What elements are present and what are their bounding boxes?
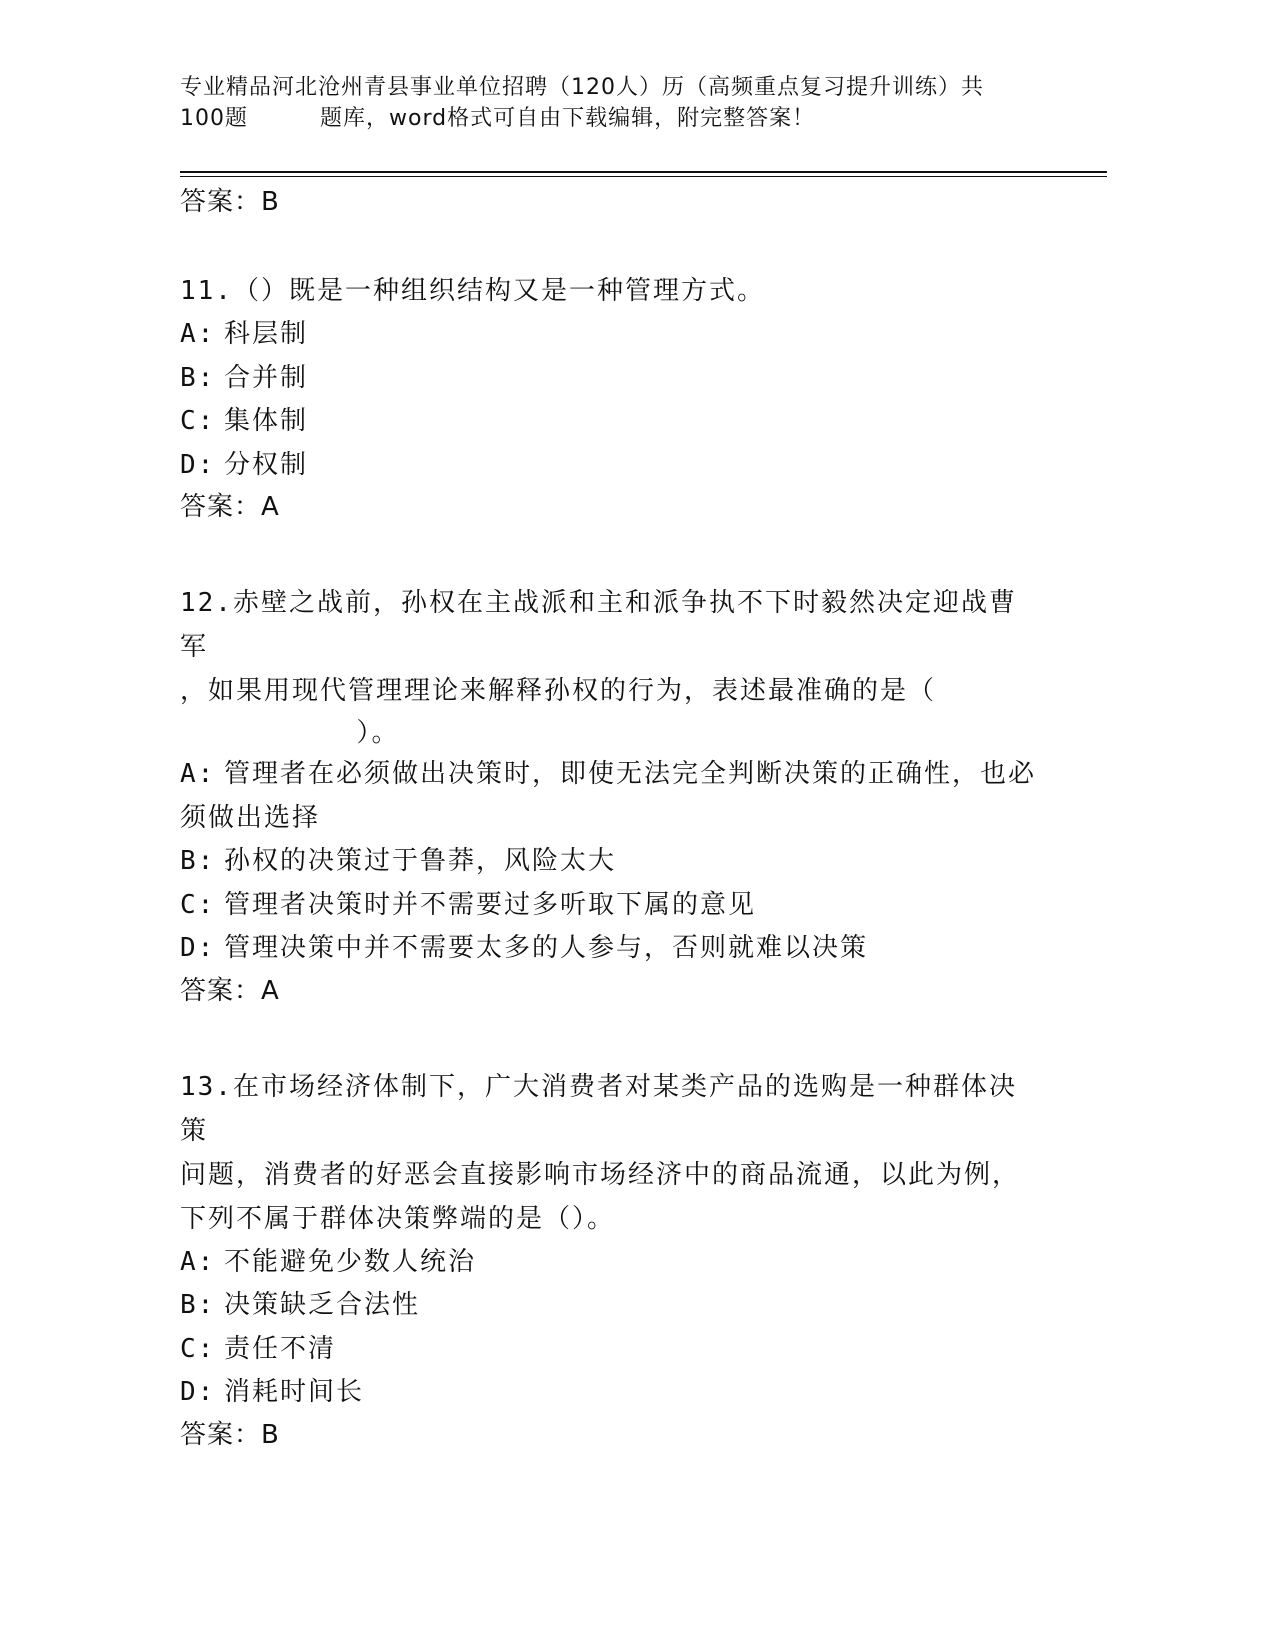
answer: 答案：A [180, 975, 280, 1006]
header-description: 题库，word格式可自由下载编辑，附完整答案！ [320, 106, 816, 131]
option-text: 不能避免少数人统治 [224, 1246, 477, 1277]
option-text: 合并制 [224, 362, 309, 393]
option-letter: A: [180, 319, 216, 349]
option-text: 决策缺乏合法性 [224, 1290, 421, 1320]
option-text: 管理决策中并不需要太多的人参与，否则就难以决策 [224, 933, 869, 963]
option-text: 消耗时间长 [224, 1377, 365, 1407]
option-a [180, 753, 1040, 797]
option-c [180, 884, 1040, 928]
answer: 答案：A [180, 492, 280, 522]
page-header [180, 72, 1080, 134]
option-c [180, 400, 1040, 444]
option-a [180, 1241, 1040, 1285]
question-13 [180, 1065, 1040, 1455]
option-letter: C: [180, 406, 216, 436]
option-c [180, 1328, 1040, 1372]
header-question-count: 100题 [180, 106, 248, 131]
question-text-line: 12.赤壁之战前，孙权在主战派和主和派争执不下时毅然决定迎战曹军 [180, 588, 1017, 662]
header-line-2 [180, 103, 1080, 134]
header-divider-thin [180, 176, 1107, 177]
document-body [180, 185, 1040, 1481]
option-text: 集体制 [224, 406, 309, 436]
answer: 答案：B [180, 1419, 280, 1450]
question-12 [180, 581, 1040, 1011]
question-text-line: ，如果用现代管理理论来解释孙权的行为，表述最准确的是（ [180, 676, 937, 706]
option-d [180, 1371, 1040, 1415]
previous-answer: 答案：B [180, 187, 280, 217]
option-letter: A: [180, 759, 216, 789]
question-text-line: 13.在市场经济体制下，广大消费者对某类产品的选购是一种群体决策 [180, 1071, 1017, 1146]
option-text: 管理者决策时并不需要过多听取下属的意见 [224, 889, 757, 920]
question-text: 11.（）既是一种组织结构又是一种管理方式。 [180, 276, 765, 306]
question-text-line: 下列不属于群体决策弊端的是（）。 [180, 1203, 616, 1234]
option-text: 管理者在必须做出决策时，即使无法完全判断决策的正确性，也必 [224, 759, 1037, 789]
question-11 [180, 269, 1040, 527]
option-text: 分权制 [224, 449, 309, 480]
option-b [180, 357, 1040, 401]
option-text: 孙权的决策过于鲁莽，风险太大 [224, 846, 617, 876]
header-divider-thick [180, 171, 1107, 173]
option-letter: D: [180, 933, 216, 963]
option-letter: D: [180, 1377, 216, 1407]
option-letter: C: [180, 889, 216, 920]
option-d [180, 927, 1040, 971]
option-text: 科层制 [224, 319, 309, 349]
question-text-line: ）。 [180, 718, 400, 748]
option-letter: C: [180, 1333, 216, 1364]
option-a-continued: 须做出选择 [180, 802, 321, 833]
option-text: 责任不清 [224, 1333, 337, 1364]
option-letter: B: [180, 846, 216, 876]
header-line-1: 专业精品河北沧州青县事业单位招聘（120人）历（高频重点复习提升训练）共 [180, 75, 984, 100]
question-text-line: 问题，消费者的好恶会直接影响市场经济中的商品流通，以此为例， [180, 1159, 1021, 1190]
option-d [180, 444, 1040, 488]
option-letter: B: [180, 1290, 216, 1320]
option-letter: D: [180, 449, 216, 480]
option-b [180, 840, 1040, 884]
option-b [180, 1284, 1040, 1328]
option-letter: B: [180, 362, 216, 393]
option-a [180, 313, 1040, 357]
option-letter: A: [180, 1246, 216, 1277]
